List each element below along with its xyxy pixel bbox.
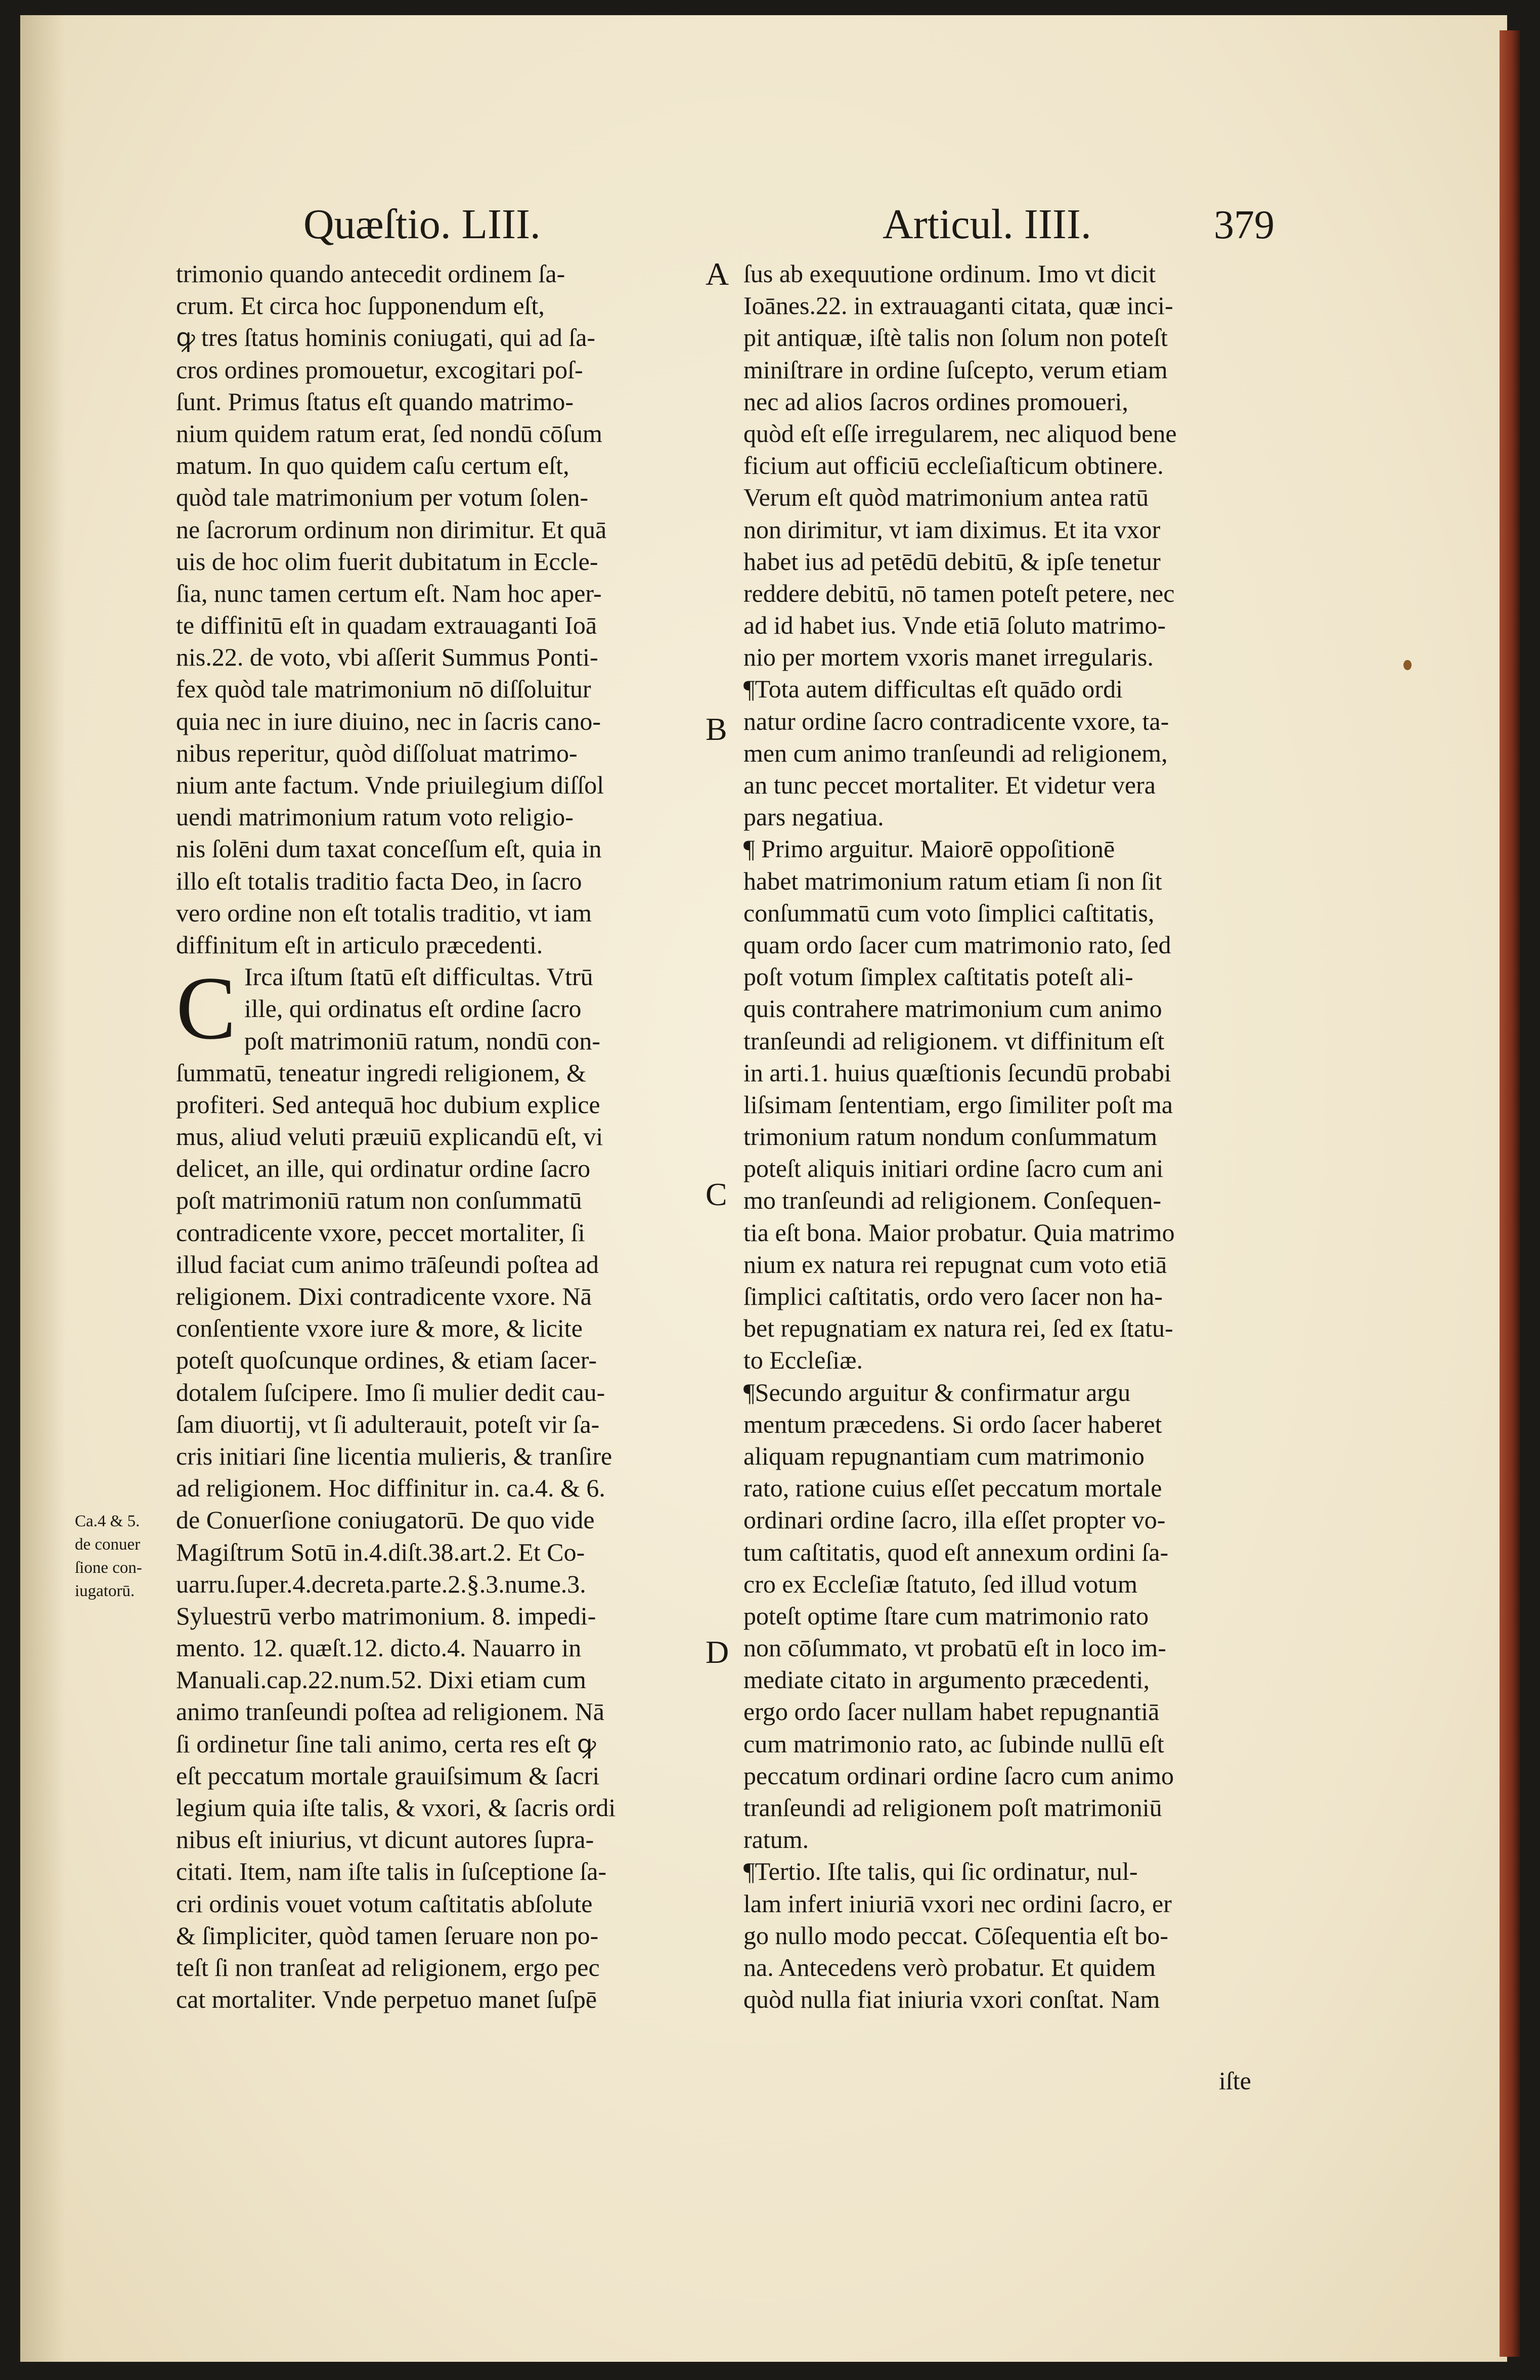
page-red-edge — [1500, 30, 1520, 2357]
text-line: nis ſolēni dum taxat conceſſum eſt, quia in — [176, 834, 602, 863]
catchword: iſte — [1219, 2066, 1251, 2095]
text-line: mo tranſeundi ad religionem. Conſequen- — [743, 1186, 1162, 1215]
text-line: ¶ Primo arguitur. Maiorē oppoſitionē — [743, 834, 1115, 863]
text-line: conſentiente vxore iure & more, & licite — [176, 1314, 583, 1343]
text-line: mediate citato in argumento præcedenti, — [743, 1665, 1150, 1694]
text-line: cat mortaliter. Vnde perpetuo manet ſuſpē — [176, 1985, 597, 2014]
text-line: illo eſt totalis traditio facta Deo, in ſacro — [176, 866, 582, 895]
text-line: rato, ratione cuius eſſet peccatum mortale — [743, 1474, 1162, 1503]
text-line: te diffinitū eſt in quadam extrauaganti Ioā — [176, 611, 597, 640]
left-column-body — [176, 1057, 702, 2016]
text-line: ſus ab exequutione ordinum. Imo vt dicit — [743, 259, 1156, 288]
text-line: nec ad alios ſacros ordines promoueri, — [743, 387, 1128, 416]
text-line: profiteri. Sed antequā hoc dubium explice — [176, 1090, 600, 1119]
text-line: animo tranſeundi poſtea ad religionem. Nā — [176, 1697, 604, 1726]
text-line: quòd tale matrimonium per votum ſolen- — [176, 483, 589, 512]
text-line: trimonio quando antecedit ordinem ſa- — [176, 259, 565, 288]
text-line: go nullo modo peccat. Cōſequentia eſt bo- — [743, 1921, 1169, 1950]
text-line: & ſimpliciter, quòd tamen ſeruare non po- — [176, 1921, 599, 1950]
text-line: nium quidem ratum erat, ſed nondū cōſum — [176, 419, 602, 448]
text-line: ordinari ordine ſacro, illa eſſet propter vo- — [743, 1506, 1166, 1534]
text-line: conſummatū cum voto ſimplici caſtitatis, — [743, 898, 1155, 927]
page-gutter-shadow — [20, 15, 66, 2362]
section-marker-c: C — [706, 1176, 727, 1212]
text-line: quam ordo ſacer cum matrimonio rato, ſed — [743, 930, 1171, 959]
text-line: nium ex natura rei repugnat cum voto etiā — [743, 1250, 1167, 1279]
text-line: citati. Item, nam iſte talis in ſuſceptione ſa- — [176, 1857, 607, 1886]
text-line: mentum præcedens. Si ordo ſacer haberet — [743, 1409, 1162, 1438]
text-line: pit antiquæ, iſtè talis non ſolum non poteſt — [743, 323, 1168, 352]
text-line: ſia, nunc tamen certum eſt. Nam hoc aper- — [176, 579, 602, 607]
text-line: ad religionem. Hoc diffinitur in. ca.4. & 6. — [176, 1474, 605, 1503]
left-column — [176, 258, 702, 2015]
text-line: contradicente vxore, peccet mortaliter, ſi — [176, 1218, 585, 1247]
text-line: poſt votum ſimplex caſtitatis poteſt ali- — [743, 962, 1133, 991]
text-line: ſi ordinetur ſine tali animo, certa res eſt ꝙ — [176, 1729, 596, 1758]
text-line: pars negatiua. — [743, 803, 884, 831]
text-line: ſam diuortij, vt ſi adulterauit, poteſt vir ſa- — [176, 1409, 600, 1438]
text-line: de Conuerſione coniugatorū. De quo vide — [176, 1506, 595, 1534]
text-line: peccatum ordinari ordine ſacro cum animo — [743, 1761, 1174, 1790]
text-line: ad id habet ius. Vnde etiā ſoluto matrimo- — [743, 611, 1166, 640]
text-line: bet repugnatiam ex natura rei, ſed ex ſtatu- — [743, 1314, 1173, 1343]
text-line: cris initiari ſine licentia mulieris, & tranſire — [176, 1441, 612, 1470]
text-line: matum. In quo quidem caſu certum eſt, — [176, 451, 569, 480]
text-line: delicet, an ille, qui ordinatur ordine ſacro — [176, 1154, 591, 1183]
text-line: ne ſacrorum ordinum non dirimitur. Et quā — [176, 515, 607, 544]
text-line: mus, aliud veluti præuiū explicandū eſt, vi — [176, 1122, 603, 1151]
text-line: ratum. — [743, 1825, 809, 1854]
text-line: eſt peccatum mortale grauiſsimum & ſacri — [176, 1761, 600, 1790]
text-line: cri ordinis vouet votum caſtitatis abſolute — [176, 1889, 593, 1918]
text-line: Manuali.cap.22.num.52. Dixi etiam cum — [176, 1665, 586, 1694]
text-line: ergo ordo ſacer nullam habet repugnantiā — [743, 1697, 1160, 1726]
text-line: uendi matrimonium ratum voto religio- — [176, 803, 574, 831]
text-line: Ioānes.22. in extrauaganti citata, quæ inci- — [743, 291, 1173, 320]
left-column-opening — [176, 258, 702, 961]
text-line: teſt ſi non tranſeat ad religionem, ergo pec — [176, 1953, 600, 1981]
text-line: Verum eſt quòd matrimonium antea ratū — [743, 483, 1149, 512]
text-line: quòd nulla fiat iniuria vxori conſtat. Nam — [743, 1985, 1160, 2014]
text-line: tum caſtitatis, quod eſt annexum ordini ſa- — [743, 1537, 1169, 1566]
text-line: cum matrimonio rato, ac ſubinde nullū eſt — [743, 1729, 1164, 1758]
text-line: aliquam repugnantiam cum matrimonio — [743, 1441, 1145, 1470]
marginal-note-line: iugatorū. — [75, 1582, 135, 1600]
dropcap-letter: C — [176, 958, 236, 1059]
text-line: nium ante factum. Vnde priuilegium diſſol — [176, 771, 604, 799]
dropcap-lines — [176, 958, 702, 1059]
text-line: poſt matrimoniū ratum non conſummatū — [176, 1186, 582, 1215]
text-line: mento. 12. quæſt.12. dicto.4. Nauarro in — [176, 1634, 582, 1662]
text-line: ſummatū, teneatur ingredi religionem, & — [176, 1058, 586, 1087]
text-line: legium quia iſte talis, & vxori, & ſacris ordi — [176, 1793, 616, 1822]
text-line: Syluestrū verbo matrimonium. 8. impedi- — [176, 1601, 596, 1630]
text-line: nibus eſt iniurius, vt dicunt autores ſupra- — [176, 1825, 594, 1854]
text-line: quia nec in iure diuino, nec in ſacris cano- — [176, 707, 601, 735]
text-line: tia eſt bona. Maior probatur. Quia matrimo — [743, 1218, 1175, 1247]
text-line: diffinitum eſt in articulo præcedenti. — [176, 930, 543, 959]
text-line: vero ordine non eſt totalis traditio, vt iam — [176, 898, 592, 927]
text-line: habet ius ad petēdū debitū, & ipſe tenetur — [743, 547, 1161, 576]
text-line: quòd eſt eſſe irregularem, nec aliquod bene — [743, 419, 1177, 448]
text-line: liſsimam ſententiam, ergo ſimiliter poſt ma — [743, 1090, 1173, 1119]
text-line: ſunt. Primus ſtatus eſt quando matrimo- — [176, 387, 574, 416]
text-line: religionem. Dixi contradicente vxore. Nā — [176, 1282, 592, 1310]
text-line: an tunc peccet mortaliter. Et videtur vera — [743, 771, 1156, 799]
text-line: miniſtrare in ordine ſuſcepto, verum etiam — [743, 355, 1168, 384]
marginal-note — [75, 1510, 176, 1603]
text-line: nibus reperitur, quòd diſſoluat matrimo- — [176, 738, 578, 767]
text-line: uis de hoc olim fuerit dubitatum in Eccle- — [176, 547, 598, 576]
text-line: nio per mortem vxoris manet irregularis. — [743, 643, 1154, 672]
text-line: cros ordines promouetur, excogitari poſ- — [176, 355, 583, 384]
text-line: poteſt quoſcunque ordines, & etiam ſacer- — [176, 1346, 597, 1375]
text-line: fex quòd tale matrimonium nō diſſoluitur — [176, 675, 591, 703]
text-line: trimonium ratum nondum conſummatum — [743, 1122, 1157, 1151]
text-line: ſimplici caſtitatis, ordo vero ſacer non ha- — [743, 1282, 1163, 1310]
section-marker-d: D — [706, 1634, 729, 1670]
section-marker-b: B — [706, 711, 727, 747]
text-line: crum. Et circa hoc ſupponendum eſt, — [176, 291, 545, 320]
text-line: to Eccleſiæ. — [743, 1346, 863, 1375]
text-line: Magiſtrum Sotū in.4.diſt.38.art.2. Et Co- — [176, 1537, 585, 1566]
section-marker-a: A — [706, 256, 729, 292]
dropcap-paragraph — [176, 958, 702, 1059]
text-line: uarru.ſuper.4.decreta.parte.2.§.3.nume.3. — [176, 1569, 586, 1598]
text-line: quis contrahere matrimonium cum animo — [743, 994, 1162, 1023]
text-line: ficium aut officiū eccleſiaſticum obtinere. — [743, 451, 1164, 480]
marginal-note-line: ſione con- — [75, 1559, 142, 1577]
text-line: lam infert iniuriā vxori nec ordini ſacro, er — [743, 1889, 1172, 1918]
running-head-right: Articul. IIII. — [883, 201, 1091, 248]
page-number: 379 — [1214, 203, 1274, 247]
right-column — [743, 258, 1272, 2015]
text-line: ꝙ tres ſtatus hominis coniugati, qui ad ſa- — [176, 323, 596, 352]
text-line: dotalem ſuſcipere. Imo ſi mulier dedit cau- — [176, 1378, 605, 1406]
text-line: non dirimitur, vt iam diximus. Et ita vxor — [743, 515, 1161, 544]
paper-spot — [1403, 660, 1412, 670]
text-line: tranſeundi ad religionem poſt matrimoniū — [743, 1793, 1162, 1822]
text-line: Irca iſtum ſtatū eſt difficultas. Vtrū — [244, 962, 593, 991]
text-line: poteſt optime ſtare cum matrimonio rato — [743, 1601, 1149, 1630]
text-line: natur ordine ſacro contradicente vxore, ta- — [743, 707, 1169, 735]
text-line: ¶Tertio. Iſte talis, qui ſic ordinatur, nul- — [743, 1857, 1138, 1886]
text-line: ¶Secundo arguitur & confirmatur argu — [743, 1378, 1131, 1406]
right-column-body — [743, 258, 1272, 2015]
text-line: in arti.1. huius quæſtionis ſecundū probabi — [743, 1058, 1171, 1087]
text-line: men cum animo tranſeundi ad religionem, — [743, 738, 1168, 767]
text-line: non cōſummato, vt probatū eſt in loco im- — [743, 1634, 1166, 1662]
text-line: poſt matrimoniū ratum, nondū con- — [244, 1026, 601, 1055]
text-line: tranſeundi ad religionem. vt diffinitum eſt — [743, 1026, 1165, 1055]
running-head-left: Quæſtio. LIII. — [303, 201, 541, 248]
text-line: cro ex Eccleſiæ ſtatuto, ſed illud votum — [743, 1569, 1137, 1598]
text-line: illud faciat cum animo trāſeundi poſtea ad — [176, 1250, 599, 1279]
text-line: nis.22. de voto, vbi aſſerit Summus Ponti- — [176, 643, 598, 672]
text-line: ¶Tota autem difficultas eſt quādo ordi — [743, 675, 1123, 703]
text-line: habet matrimonium ratum etiam ſi non ſit — [743, 866, 1162, 895]
text-line: poteſt aliquis initiari ordine ſacro cum ani — [743, 1154, 1164, 1183]
text-line: na. Antecedens verò probatur. Et quidem — [743, 1953, 1156, 1981]
marginal-note-line: Ca.4 & 5. — [75, 1512, 140, 1530]
text-line: reddere debitū, nō tamen poteſt petere, nec — [743, 579, 1175, 607]
text-line: ille, qui ordinatus eſt ordine ſacro — [244, 994, 582, 1023]
marginal-note-line: de conuer — [75, 1535, 141, 1554]
